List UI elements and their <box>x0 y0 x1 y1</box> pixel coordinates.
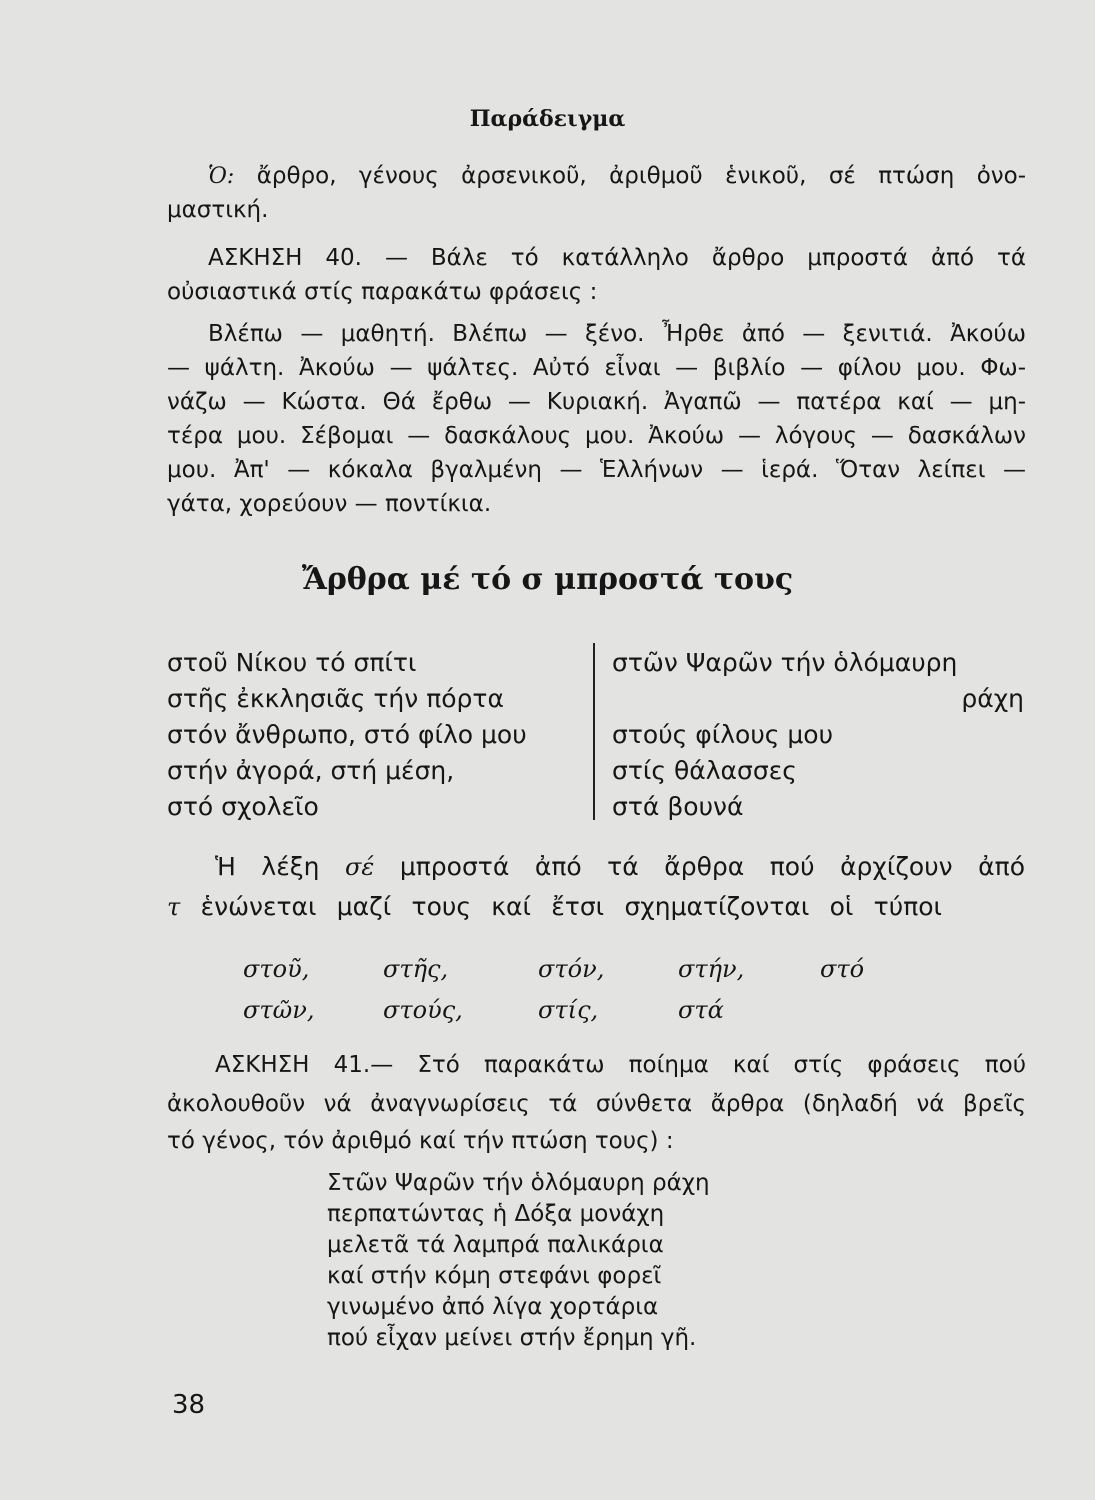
exercise-40-line: Βλέπω — μαθητή. Βλέπω — ξένο. Ἦρθε ἀπό — ξενιτιά. Ἀκούω <box>208 321 1026 347</box>
right-column-line: στῶν Ψαρῶν τήν ὁλόμαυρη <box>612 648 958 677</box>
poem <box>327 1168 710 1354</box>
example-line-1 <box>208 160 1026 193</box>
page-number: 38 <box>172 1390 206 1420</box>
paragraph-line-2 <box>167 889 942 925</box>
poem-line: Στῶν Ψαρῶν τήν ὁλόμαυρη ράχη <box>327 1170 710 1196</box>
right-column-line: στίς θάλασσες <box>612 756 797 785</box>
form-item: στῶν, <box>243 996 315 1024</box>
poem-line: μελετᾶ τά λαμπρά παλικάρια <box>327 1232 664 1258</box>
exercise-40-title: ΑΣΚΗΣΗ 40. — Βάλε τό κατάλληλο ἄρθρο μπροστά ἀπό τά <box>208 245 1026 271</box>
left-column-line: στῆς ἐκκλησιᾶς τήν πόρτα <box>167 684 504 713</box>
exercise-41-line: ἀκολουθοῦν νά ἀναγνωρίσεις τά σύνθετα ἄρθρα (δηλαδή νά βρεῖς <box>167 1091 1026 1117</box>
right-column-line: στούς φίλους μου <box>612 720 834 749</box>
poem-line: πού εἶχαν μείνει στήν ἔρημη γῆ. <box>327 1325 697 1351</box>
exercise-40-line: μου. Ἀπ' — κόκαλα βγαλμένη — Ἑλλήνων — ἱερά. Ὅταν λείπει — <box>167 457 1026 483</box>
example-line-2: μαστική. <box>167 197 269 223</box>
page-title: Παράδειγμα <box>469 106 626 132</box>
poem-line: γινωμένο ἀπό λίγα χορτάρια <box>327 1294 659 1320</box>
form-item: στόν, <box>538 955 605 983</box>
exercise-40-line: νάζω — Κώστα. Θά ἔρθω — Κυριακή. Ἀγαπῶ — πατέρα καί — μη- <box>167 389 1026 415</box>
poem-line: καί στήν κόμη στεφάνι φορεῖ <box>327 1263 662 1289</box>
form-item: στοῦ, <box>243 955 310 983</box>
paragraph-text: μπροστά ἀπό τά ἄρθρα πού ἀρχίζουν ἀπό <box>399 852 1025 881</box>
left-column-line: στόν ἄνθρωπο, στό φίλο μου <box>167 720 527 749</box>
italic-letter: τ <box>167 893 181 921</box>
right-column-line: ράχη <box>961 684 1024 713</box>
form-item: στούς, <box>383 996 463 1024</box>
form-item: στά <box>678 996 724 1024</box>
exercise-40-line: — ψάλτη. Ἀκούω — ψάλτες. Αὐτό εἶναι — βιβλίο — φίλου μου. Φω- <box>167 355 1026 381</box>
paragraph-text: Ἡ λέξη <box>215 852 320 881</box>
form-item: στήν, <box>678 955 745 983</box>
exercise-40-line: τέρα μου. Σέβομαι — δασκάλους μου. Ἀκούω — λόγους — δασκάλων <box>167 423 1026 449</box>
example-label: Ὁ: <box>208 164 235 189</box>
form-item: στό <box>820 955 865 983</box>
left-column <box>167 645 527 825</box>
exercise-41-line: τό γένος, τόν ἀριθμό καί τήν πτώση τους) : <box>167 1128 674 1154</box>
exercise-40-line: γάτα, χορεύουν — ποντίκια. <box>167 491 492 517</box>
paragraph-text: ἑνώνεται μαζί τους καί ἔτσι σχηματίζονται οἱ τύποι <box>200 892 942 921</box>
exercise-40-instruction: οὐσιαστικά στίς παρακάτω φράσεις : <box>167 279 598 305</box>
left-column-line: στό σχολεῖο <box>167 792 319 821</box>
form-item: στῆς, <box>383 955 449 983</box>
example-text: ἄρθρο, γένους ἀρσενικοῦ, ἀριθμοῦ ἑνικοῦ, σέ πτώση ὀνο- <box>256 163 1026 189</box>
left-column-line: στήν ἀγορά, στή μέση, <box>167 756 455 785</box>
poem-line: περπατώντας ἡ Δόξα μονάχη <box>327 1201 665 1227</box>
form-item: στίς, <box>538 996 599 1024</box>
italic-word: σέ <box>345 853 375 881</box>
column-divider <box>593 643 595 820</box>
paragraph-line-1 <box>215 849 1025 885</box>
right-column-line: στά βουνά <box>612 792 744 821</box>
exercise-41-title: ΑΣΚΗΣΗ 41.— Στό παρακάτω ποίημα καί στίς φράσεις πού <box>215 1052 1026 1078</box>
section-heading: Ἄρθρα μέ τό σ μπροστά τους <box>301 562 794 597</box>
left-column-line: στοῦ Νίκου τό σπίτι <box>167 648 417 677</box>
